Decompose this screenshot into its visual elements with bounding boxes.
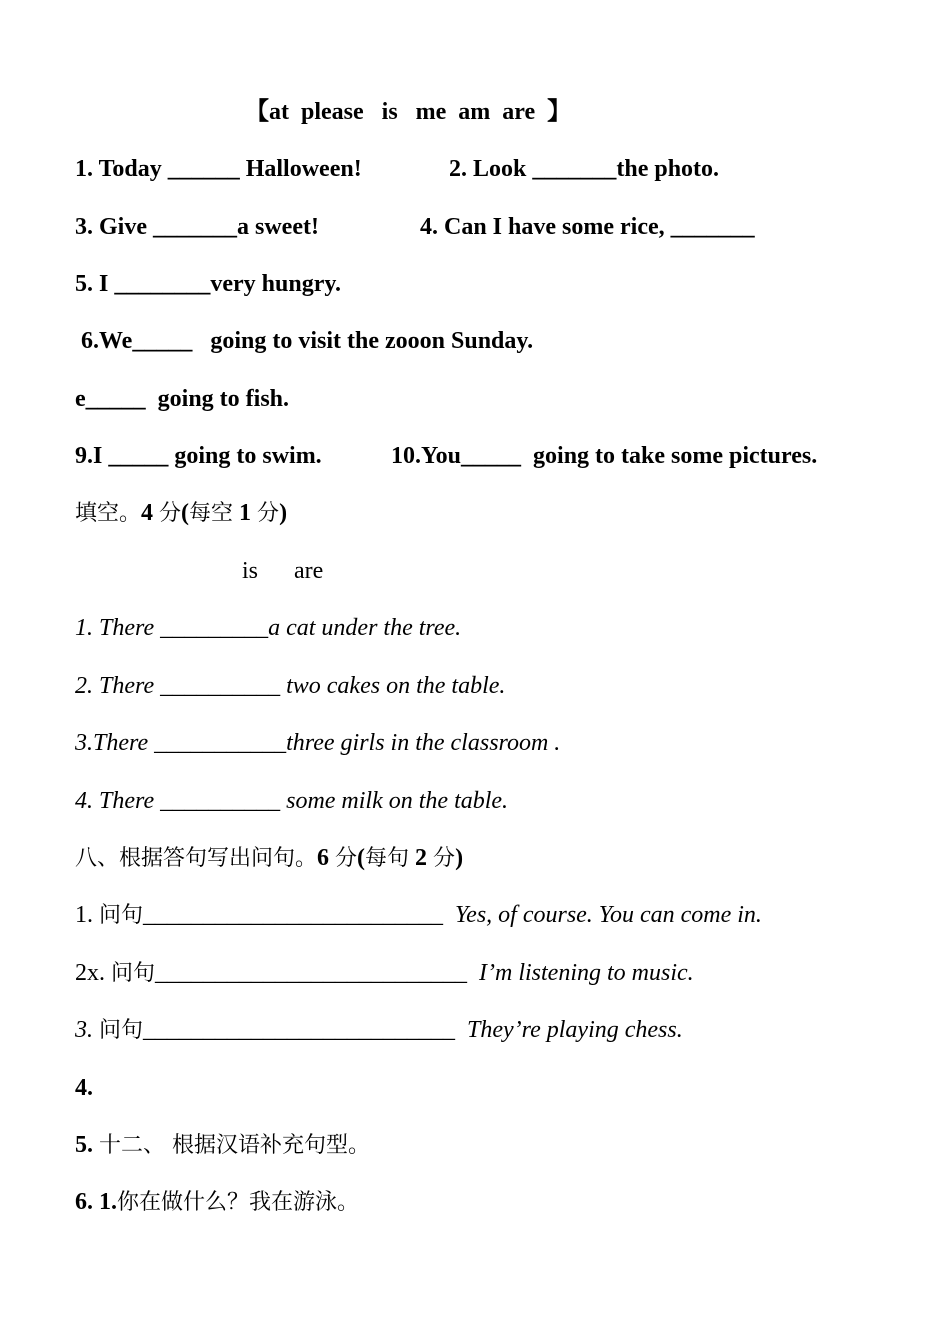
list-item-5: 5. 十二、 根据汉语补充句型。 [75, 1132, 370, 1158]
question-6: 6.We_____ going to visit the zooon Sunday. [75, 328, 534, 354]
question-4: 4. Can I have some rice, _______ [420, 214, 755, 240]
there-question-1: 1. There _________a cat under the tree. [75, 615, 462, 641]
ask-question-2: 2x. 问句__________________________ I’m listening to music. [75, 960, 694, 986]
question-9: 9.I _____ going to swim. [75, 443, 322, 469]
question-5: 5. I ________very hungry. [75, 271, 342, 297]
section3-heading: 八、根据答句写出问句。6 分(每句 2 分) [75, 845, 464, 871]
there-question-4: 4. There __________ some milk on the table. [75, 788, 509, 814]
question-10: 10.You_____ going to take some pictures. [391, 443, 818, 469]
ask-question-1: 1. 问句_________________________ Yes, of course. You can come in. [75, 902, 762, 928]
list-item-6: 6. 1.你在做什么？我在游泳。 [75, 1189, 360, 1215]
question-7: e_____ going to fish. [75, 386, 290, 412]
question-3: 3. Give _______a sweet! [75, 214, 319, 240]
list-item-4: 4. [75, 1075, 93, 1101]
section2-heading: 填空。4 分(每空 1 分) [75, 500, 288, 526]
ask-question-3: 3. 问句__________________________ They’re playing chess. [75, 1017, 683, 1043]
word-bank-2: is are [242, 558, 324, 584]
there-question-3: 3.There ___________three girls in the classroom . [75, 730, 561, 756]
there-question-2: 2. There __________ two cakes on the table. [75, 673, 506, 699]
word-bank-1: 【at please is me am are 】 [245, 99, 572, 125]
question-2: 2. Look _______the photo. [449, 156, 720, 182]
question-1: 1. Today ______ Halloween! [75, 156, 362, 182]
